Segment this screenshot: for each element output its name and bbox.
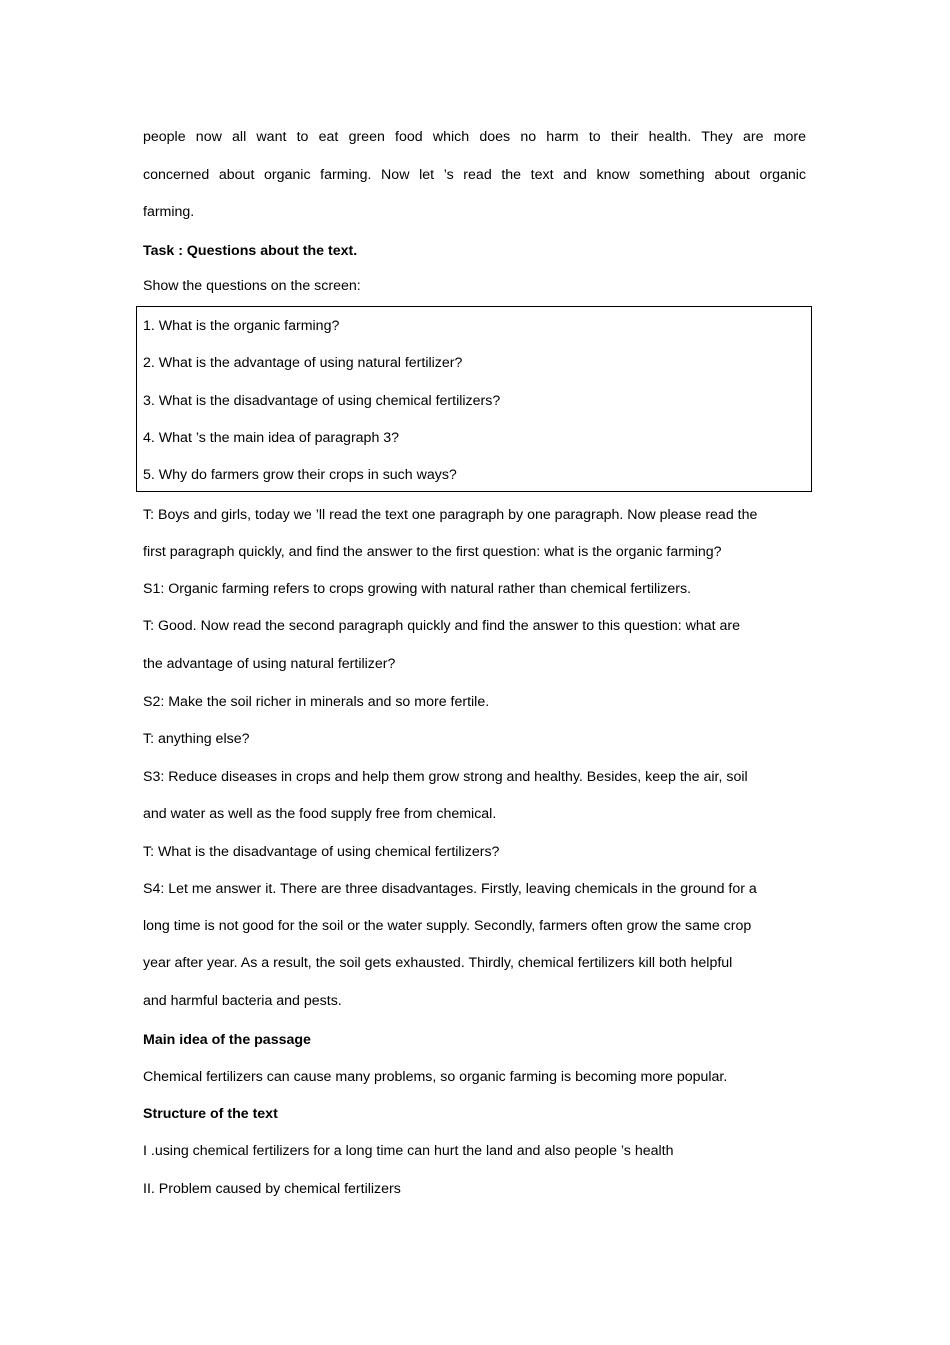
question-item: 4. What ’s the main idea of paragraph 3? <box>143 430 400 446</box>
intro-line-3: farming. <box>143 204 195 220</box>
dialogue-line: long time is not good for the soil or the water supply. Secondly, farmers often grow the same crop <box>143 918 752 934</box>
questions-box <box>136 306 812 492</box>
main-idea-text: Chemical fertilizers can cause many problems, so organic farming is becoming more popular. <box>143 1069 728 1085</box>
question-item: 2. What is the advantage of using natural fertilizer? <box>143 355 463 371</box>
question-item: 5. Why do farmers grow their crops in such ways? <box>143 467 457 483</box>
question-item: 3. What is the disadvantage of using chemical fertilizers? <box>143 393 501 409</box>
structure-item: I .using chemical fertilizers for a long time can hurt the land and also people ’s health <box>143 1143 674 1159</box>
structure-heading: Structure of the text <box>143 1106 278 1122</box>
task-instruction: Show the questions on the screen: <box>143 278 361 294</box>
dialogue-line: T: anything else? <box>143 731 250 747</box>
dialogue-line: T: Good. Now read the second paragraph quickly and find the answer to this question: what are <box>143 618 741 634</box>
dialogue-line: the advantage of using natural fertilizer? <box>143 656 396 672</box>
dialogue-line: S3: Reduce diseases in crops and help them grow strong and healthy. Besides, keep the air, soil <box>143 769 748 785</box>
dialogue-line: and harmful bacteria and pests. <box>143 993 342 1009</box>
dialogue-line: T: What is the disadvantage of using chemical fertilizers? <box>143 844 500 860</box>
question-item: 1. What is the organic farming? <box>143 318 340 334</box>
intro-line-1: people now all want to eat green food which does no harm to their health. They are more <box>143 129 806 145</box>
dialogue-line: and water as well as the food supply free from chemical. <box>143 806 497 822</box>
dialogue-line: S1: Organic farming refers to crops growing with natural rather than chemical fertilizers. <box>143 581 692 597</box>
task-heading: Task : Questions about the text. <box>143 243 358 259</box>
dialogue-line: year after year. As a result, the soil gets exhausted. Thirdly, chemical fertilizers kill both helpful <box>143 955 733 971</box>
dialogue-line: first paragraph quickly, and find the answer to the first question: what is the organic farming? <box>143 544 722 560</box>
dialogue-line: S4: Let me answer it. There are three disadvantages. Firstly, leaving chemicals in the ground for a <box>143 881 757 897</box>
dialogue-line: S2: Make the soil richer in minerals and so more fertile. <box>143 694 490 710</box>
main-idea-heading: Main idea of the passage <box>143 1032 311 1048</box>
structure-item: II. Problem caused by chemical fertilizers <box>143 1181 401 1197</box>
intro-line-2: concerned about organic farming. Now let ’s read the text and know something about organic <box>143 167 806 183</box>
dialogue-line: T: Boys and girls, today we ’ll read the text one paragraph by one paragraph. Now please read the <box>143 507 758 523</box>
